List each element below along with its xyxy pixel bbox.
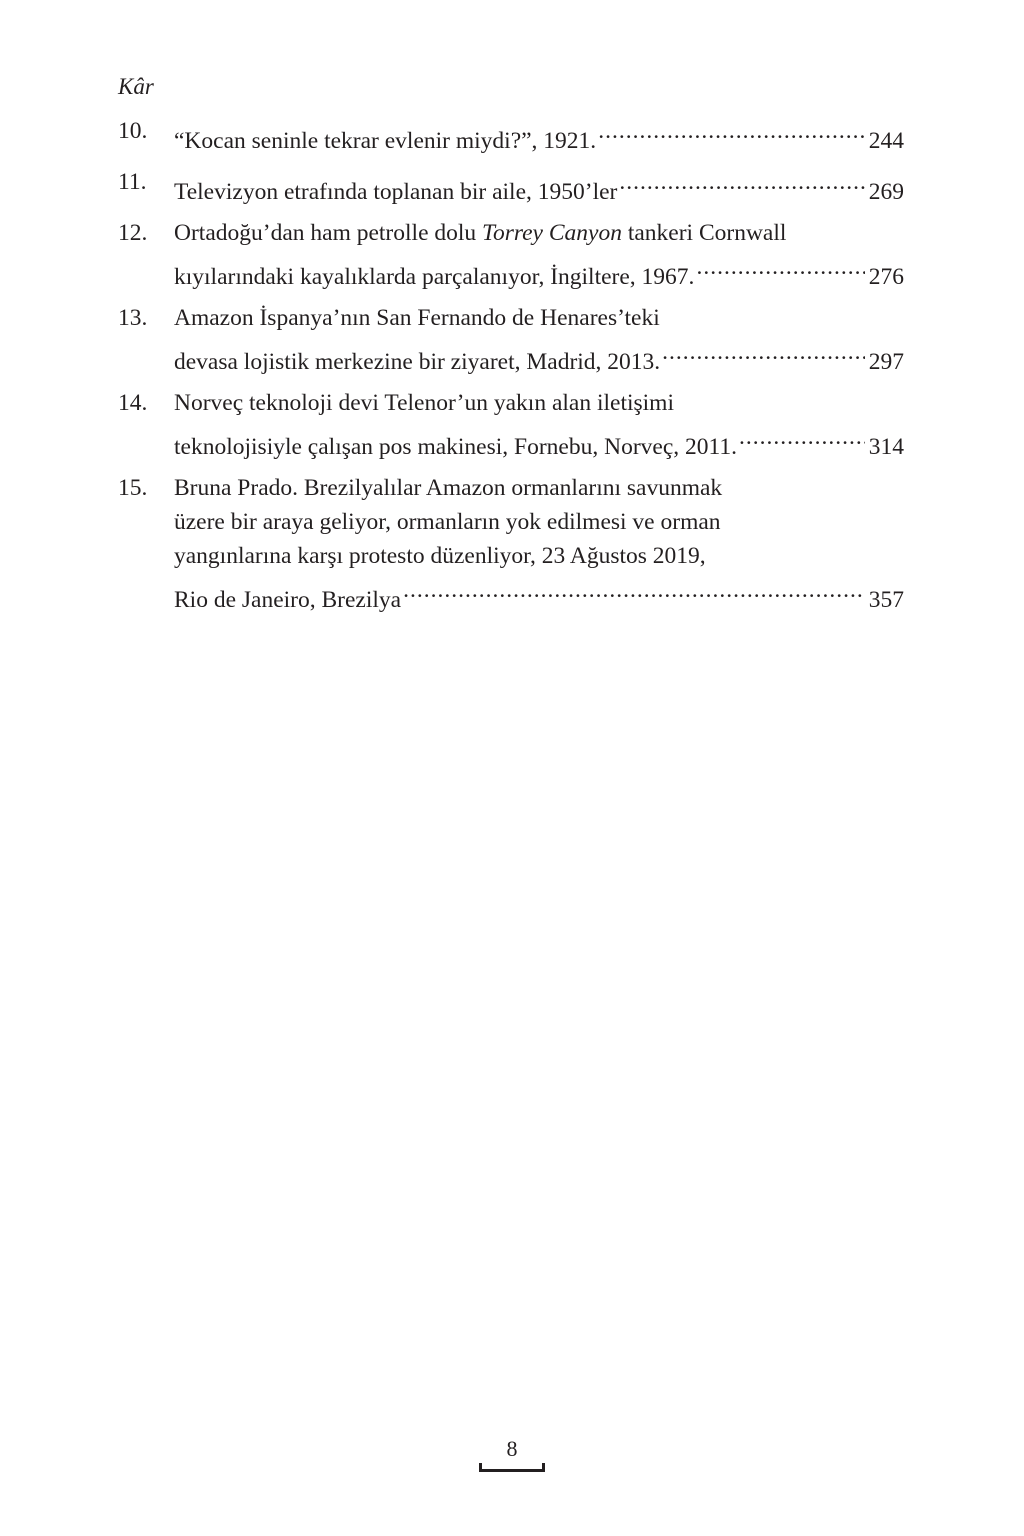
- entry-last-line: [174, 114, 904, 158]
- page-number: 8: [506, 1436, 518, 1461]
- dot-leader: [739, 420, 865, 454]
- toc-entry-15[interactable]: [118, 471, 904, 617]
- entry-page-number: 314: [868, 434, 904, 460]
- running-head: Kâr: [118, 74, 154, 99]
- entry-last-line: [174, 573, 904, 617]
- table-of-contents: [118, 114, 904, 624]
- entry-text-line: Bruna Prado. Brezilyalılar Amazon ormanlarını savunmak: [174, 475, 723, 501]
- entry-text-line: yangınlarına karşı protesto düzenliyor, 23 Ağustos 2019,: [174, 543, 706, 569]
- dot-leader: [662, 335, 865, 369]
- toc-entry-10[interactable]: [118, 114, 904, 158]
- entry-text-line: Amazon İspanya’nın San Fernando de Henares’teki: [174, 305, 660, 331]
- dot-leader: [403, 573, 865, 607]
- entry-last-line: [174, 165, 904, 209]
- entry-text: Rio de Janeiro, Brezilya: [174, 587, 402, 613]
- footer-rule-right-tick: [542, 1463, 545, 1472]
- dot-leader: [598, 114, 865, 148]
- entry-last-line: [174, 250, 904, 294]
- entry-text-line: üzere bir araya geliyor, ormanların yok edilmesi ve orman: [174, 509, 721, 535]
- dot-leader: [696, 250, 864, 284]
- entry-text: devasa lojistik merkezine bir ziyaret, Madrid, 2013.: [174, 349, 661, 375]
- toc-entry-13[interactable]: [118, 301, 904, 379]
- entry-text: Televizyon etrafında toplanan bir aile, 1950’ler: [174, 179, 618, 205]
- entry-number: 14.: [118, 390, 148, 416]
- entry-page-number: 357: [868, 587, 904, 613]
- entry-text: teknolojisiyle çalışan pos makinesi, Fornebu, Norveç, 2011.: [174, 434, 738, 460]
- toc-entry-14[interactable]: [118, 386, 904, 464]
- entry-text: kıyılarındaki kayalıklarda parçalanıyor, İngiltere, 1967.: [174, 264, 695, 290]
- entry-number: 11.: [118, 169, 147, 195]
- entry-number: 13.: [118, 305, 148, 331]
- entry-last-line: [174, 420, 904, 464]
- entry-text-line: Norveç teknoloji devi Telenor’un yakın alan iletişimi: [174, 390, 674, 416]
- entry-number: 12.: [118, 220, 148, 246]
- footer-rule-left-tick: [479, 1463, 482, 1472]
- toc-entry-11[interactable]: [118, 165, 904, 209]
- page-footer: [479, 1436, 545, 1472]
- entry-page-number: 269: [868, 179, 904, 205]
- dot-leader: [619, 165, 864, 199]
- entry-page-number: 244: [868, 128, 904, 154]
- entry-page-number: 297: [868, 349, 904, 375]
- footer-rule: [479, 1469, 545, 1472]
- entry-number: 15.: [118, 475, 148, 501]
- entry-number: 10.: [118, 118, 148, 144]
- toc-entry-12[interactable]: [118, 216, 904, 294]
- entry-text-line: [174, 216, 904, 250]
- entry-text-post: tankeri Cornwall: [621, 220, 787, 246]
- entry-text-pre: Ortadoğu’dan ham petrolle dolu: [174, 220, 483, 246]
- entry-last-line: [174, 335, 904, 379]
- entry-ship-name: Torrey Canyon: [482, 220, 622, 246]
- entry-page-number: 276: [868, 264, 904, 290]
- entry-text: “Kocan seninle tekrar evlenir miydi?”, 1921.: [174, 128, 597, 154]
